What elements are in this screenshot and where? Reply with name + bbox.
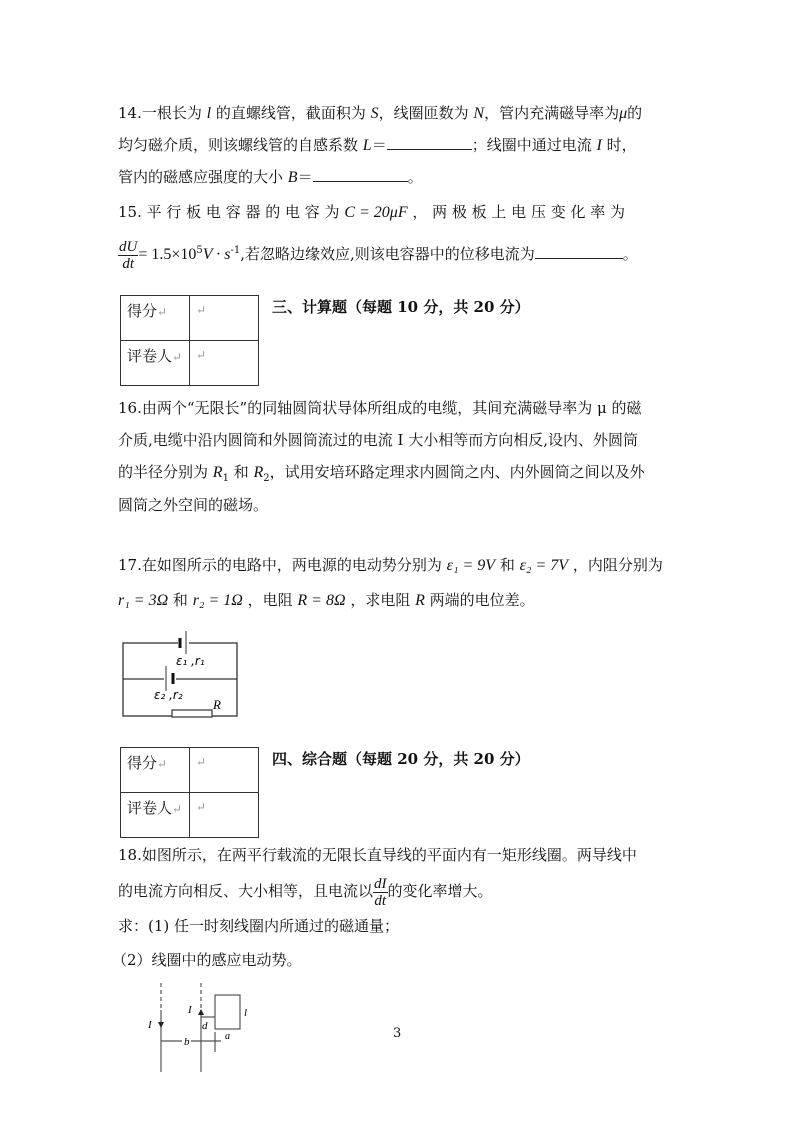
fraction-dI-dt: $\frac{dI}{dt}$ [374,875,387,909]
q18-line1: 18.如图所示，在两平行载流的无限长直导线的平面内有一矩形线圈。两导线中 [118,846,637,864]
answer-blank-B[interactable] [313,167,408,182]
score-cell[interactable]: ↵ [190,296,259,341]
fraction-dU-dt: $\frac{dU}{dt}$ [119,238,138,272]
grader-cell[interactable]: ↵ [190,793,259,838]
label-a: a [225,1031,230,1042]
q15-line2: $\frac{dU}{dt}$ = $1.5\times 10^5V \cdot s^{-1}$,若忽略边缘效应,则该电容器中的位移电流为 。 [119,238,638,272]
q14-line2: 均匀磁介质，则该螺线管的自感系数 L＝ ；线圈中通过电流 I 时， [118,136,637,154]
q18-line2: 的电流方向相反、大小相等，且电流以 $\frac{dI}{dt}$ 的变化率增大。 [118,875,493,909]
q14-line1: 14.一根长为 l 的直螺线管，截面积为 S，线圈匝数为 N，管内充满磁导率为μ的 [118,104,643,122]
label-I1: I [148,1019,152,1031]
label-d: d [202,1020,208,1032]
q17-line2: r₁ = 3Ω 和 r₂ = 1Ω ，电阻 R = 8Ω ，求电阻 R 两端的电位差。 [118,591,535,609]
score-table-3: 得分↵ ↵ 评卷人↵ ↵ [120,295,259,386]
current-down-arrow-icon [158,1022,164,1028]
section-4-heading: 四、综合题（每题 20 分，共 20 分） [272,750,530,768]
q14-line3: 管内的磁感应强度的大小 B＝ 。 [118,168,423,186]
q16-line4: 圆筒之外空间的磁场。 [118,496,269,514]
q17-line1: 17.在如图所示的电路中，两电源的电动势分别为 ε₁ = 9V 和 ε₂ = 7V ，内阻分别为 [118,556,663,574]
q18-line3: 求：(1) 任一时刻线圈内所通过的磁通量； [118,917,400,935]
answer-blank-displacement-current[interactable] [535,244,623,259]
label-b: b [184,1036,190,1048]
q16-line1: 16.由两个“无限长”的同轴圆筒状导体所组成的电缆，其间充满磁导率为 μ 的磁 [118,399,642,417]
q18-line4: （2）线圈中的感应电动势。 [112,951,302,969]
q16-line3: 的半径分别为 $R_1$ 和 $R_2$，试用安培环路定理求内圆筒之内、内外圆筒之间以及外 [118,463,645,484]
section-3-heading: 三、计算题（每题 10 分，共 20 分） [272,298,530,316]
label-e1: ε₁ ,r₁ [176,654,205,668]
label-l: l [244,1007,248,1019]
label-I2: I [188,1004,192,1016]
label-e2: ε₂ ,r₂ [154,688,183,702]
label-R: R [213,697,221,712]
page-number: 3 [393,1026,402,1041]
wires-loop-diagram [140,980,260,1075]
circuit-diagram [118,628,258,720]
grader-cell[interactable]: ↵ [190,341,259,386]
current-up-arrow-icon [198,1009,204,1015]
q15-line1: 15. 平 行 板 电 容 器 的 电 容 为 C = 20μF ， 两 极 板 上 电 压 变 化 率 为 [118,203,626,221]
resistor-icon [172,710,212,717]
answer-blank-L[interactable] [387,135,472,150]
q16-line2: 介质,电缆中沿内圆筒和外圆筒流过的电流 I 大小相等而方向相反,设内、外圆筒 [118,431,639,449]
score-table-4: 得分↵ ↵ 评卷人↵ ↵ [120,747,259,838]
score-cell[interactable]: ↵ [190,748,259,793]
